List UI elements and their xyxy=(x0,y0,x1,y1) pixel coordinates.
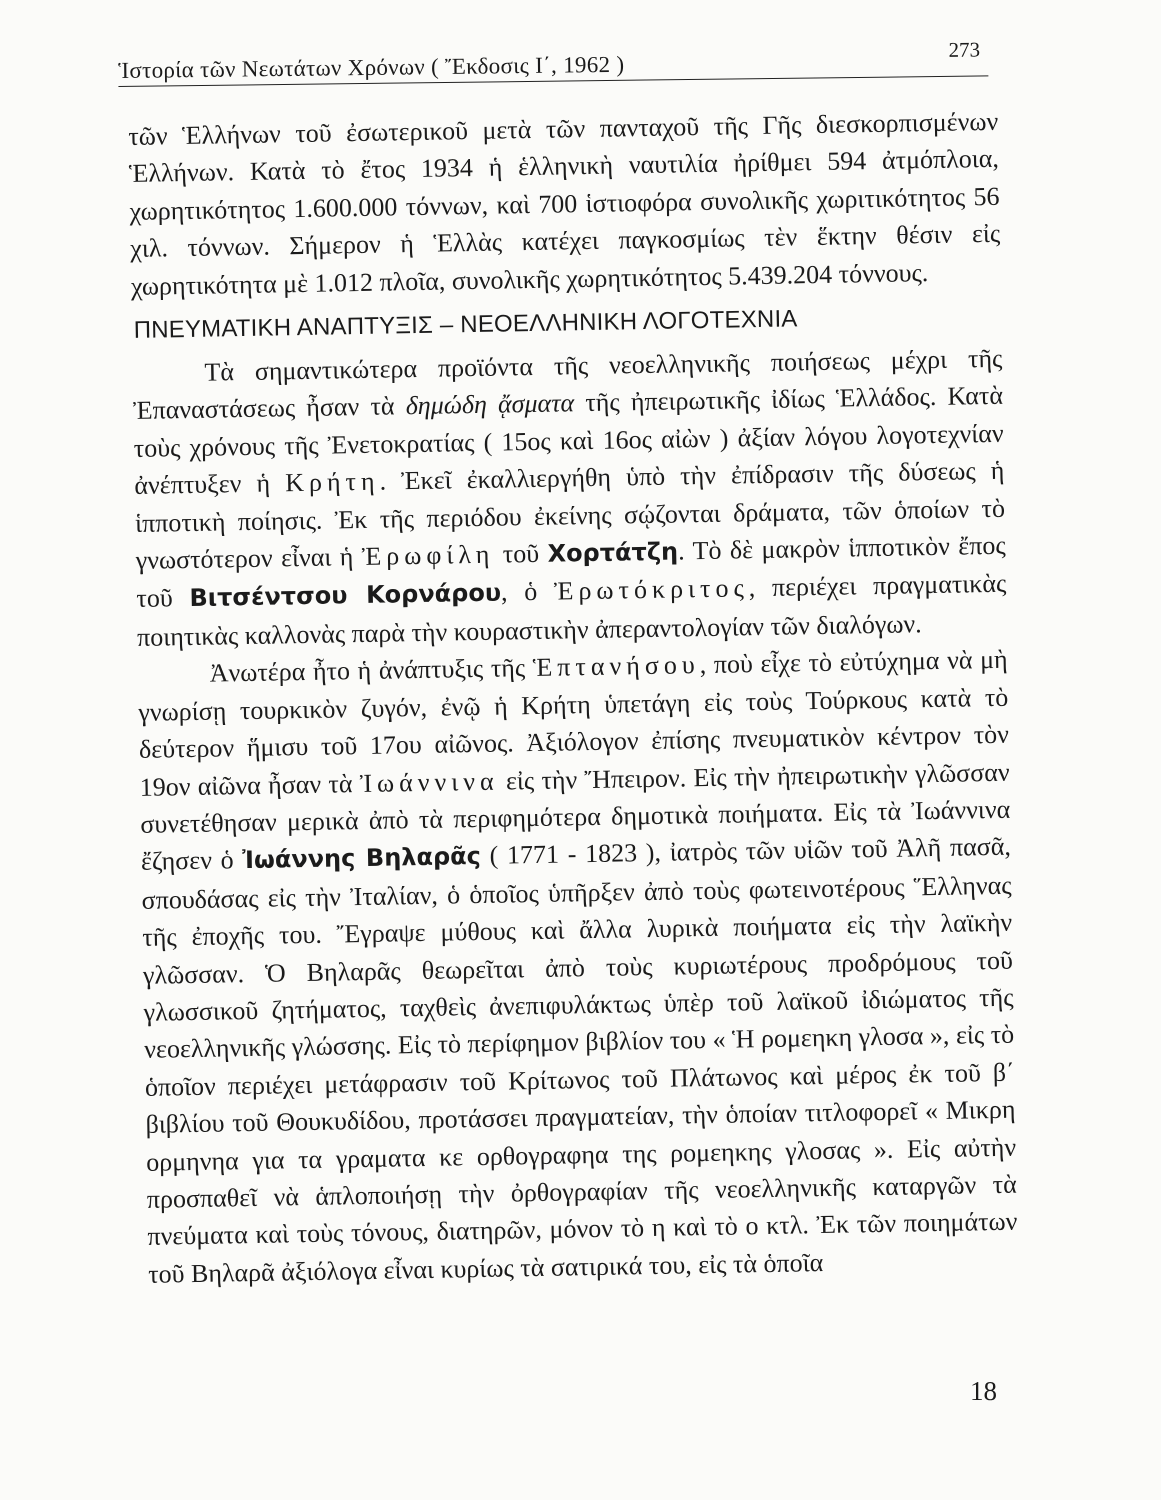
para2-bold-kornaros: Βιτσέντσου Κορνάρου xyxy=(189,579,502,613)
para2-text-e: . Ἐκεῖ ἐκαλλιεργήθη ὑπὸ τὴν ἐπίδρασιν τῆς δύσεως ἡ ἱπποτικὴ ποίησις. Ἐκ τῆς περιόδου ἐκείνης σῴζονται δράματα, τῶν ὁποίων τὸ γνωστότερον εἶναι ἡ xyxy=(134,456,1006,575)
para2-text-m: , περιέχει πραγματικὰς ποιητικὰς καλλονὰς παρὰ τὴν κουραστικὴν ἀπεραντολογίαν τῶν διαλόγων. xyxy=(136,569,1007,652)
para2-text-i: . Τὸ δὲ μακρὸν ἱπποτικὸν ἔπος τοῦ xyxy=(136,530,1006,614)
para3-text-e: εἰς τὴν Ἤπειρον. Εἰς τὴν ἠπειρωτικὴν γλῶσσαν συνετέθησαν μερικὰ ἀπὸ τὰ περιφημότερα δημοτικὰ ποιήματα. Εἰς τὰ Ἰωάννινα ἔζησεν ὁ xyxy=(140,757,1011,877)
para2-italic-folk-songs: δημώδη ᾄσματα xyxy=(405,388,575,421)
para2-spaced-erotokritos: Ἐρωτόκριτος xyxy=(553,573,750,607)
para2-spaced-erofili: Ἐρωφίλη xyxy=(361,539,495,572)
para3-spaced-ioannina: Ἰωάννινα xyxy=(359,766,499,798)
body-text xyxy=(128,103,1018,1293)
para2-bold-chortatzis: Χορτάτζη xyxy=(547,537,679,568)
page-number: 18 xyxy=(970,1376,997,1406)
para2-text-g: τοῦ xyxy=(502,538,540,569)
para3-spaced-eptanisou: Ἑπτανήσου xyxy=(532,650,700,683)
para3-text-c: , ποὺ εἶχε τὸ εὐτύχημα νὰ μὴ γνωρίσῃ τουρκικὸν ζυγόν, ἐνῷ ἡ Κρήτη ὑπετάγη εἰς τοὺς Τούρκους κατὰ τὸ δεύτερον ἥμισυ τοῦ 17ου αἰῶνος. Ἀξιόλογον ἐπίσης πνευματικὸν κέντρον τὸν 19ον αἰῶνα ἦσαν τὰ xyxy=(138,645,1010,802)
para2-text-a: Τὰ σημαντικώτερα προϊόντα τῆς νεοελληνικῆς ποιήσεως μέχρι τῆς Ἐπαναστάσεως ἦσαν τὰ xyxy=(132,343,1003,426)
para2-spaced-crete: Κρήτη xyxy=(284,466,380,498)
para3-bold-vilaras: Ἰωάννης Βηλαρᾶς xyxy=(242,842,482,875)
paragraph-literature xyxy=(132,340,1007,656)
para3-text-a: Ἀνωτέρα ἦτο ἡ ἀνάπτυξις τῆς xyxy=(209,653,526,688)
para3-text-g: ( 1771 - 1823 ), ἰατρὸς τῶν υἱῶν τοῦ Ἀλῆ πασᾶ, σπουδάσας εἰς τὴν Ἰταλίαν, ὁ ὁποῖος ὑπῆρξεν ἀπὸ τοὺς φωτεινοτέρους Ἕλληνας τῆς ἐποχῆς του. Ἔγραψε μύθους καὶ ἄλλα λυρικὰ ποιήματα εἰς τὴν λαϊκὴν γλῶσσαν. Ὁ Βηλαρᾶς θεωρεῖται ἀπὸ τοὺς κυριωτέρους προδρόμους τοῦ γλωσσικοῦ ζητήματος, ταχθεὶς ἀνεπιφυλάκτως ὑπὲρ τοῦ λαϊκοῦ ἰδιώματος τῆς νεοελληνικῆς γλώσσης. Εἰς τὸ περίφημον βιβλίον του « Ἡ ρομεηκη γλοσα », εἰς τὸ ὁποῖον περιέχει μετάφρασιν τοῦ Κρίτωνος τοῦ Πλάτωνος καὶ μέρος ἐκ τοῦ β΄ βιβλίου τοῦ Θουκυδίδου, προτάσσει πραγματείαν, τὴν ὁποίαν τιτλοφορεῖ « Μικρη ορμηνηα για τα γραματα κε ορθογραφηα της ρομεηκης γλοσας ». Εἰς αὐτὴν προσπαθεῖ νὰ ἁπλοποιήσῃ τὴν ὀρθογραφίαν τῆς νεοελληνικῆς καταργῶν τὰ πνεύματα καὶ τοὺς τόνους, διατηρῶν, μόνον τὸ η καὶ τὸ ο κτλ. Ἐκ τῶν ποιημάτων τοῦ Βηλαρᾶ ἀξιόλογα εἶναι κυρίως τὰ σατιρικά του, εἰς τὰ ὁποῖα xyxy=(141,832,1018,1289)
running-title: Ἱστορία τῶν Νεωτάτων Χρόνων ( Ἔκδοσις Ι΄, 1962 ) xyxy=(118,51,625,83)
section-heading: ΠΝΕΥΜΑΤΙΚΗ ΑΝΑΠΤΥΞΙΣ – ΝΕΟΕΛΛΗΝΙΚΗ ΛΟΓΟΤΕΧΝΙΑ xyxy=(133,305,798,344)
paragraph-shipping: τῶν Ἑλλήνων τοῦ ἐσωτερικοῦ μετὰ τῶν πανταχοῦ τῆς Γῆς διεσκορπισμένων Ἑλλήνων. Κατὰ τὸ ἔτος 1934 ἡ ἑλληνικὴ ναυτιλία ἠρίθμει 594 ἀτμόπλοια, χωρητικότητος 1.600.000 τόννων, καὶ 700 ἱστιοφόρα συνολικῆς χωριτικότητος 56 χιλ. τόννων. Σήμερον ἡ Ἑλλὰς κατέχει παγκοσμίως τὲν ἕκτην θέσιν εἰς χωρητικότητα μὲ 1.012 πλοῖα, συνολικῆς χωρητικότητος 5.439.204 τόννους. xyxy=(128,106,1001,301)
header-page-number: 273 xyxy=(948,37,981,62)
page-header xyxy=(118,39,988,90)
para2-text-k: , ὁ xyxy=(500,577,538,608)
paragraph-heptanese xyxy=(137,641,1018,1293)
para2-text-c: τῆς ἠπειρωτικῆς ἰδίως Ἑλλάδος. Κατὰ τοὺς χρόνους τῆς Ἐνετοκρατίας ( 15ος καὶ 16ος αἰὼν ) ἀξίαν λόγου λογοτεχνίαν ἀνέπτυξεν ἡ xyxy=(133,381,1004,501)
